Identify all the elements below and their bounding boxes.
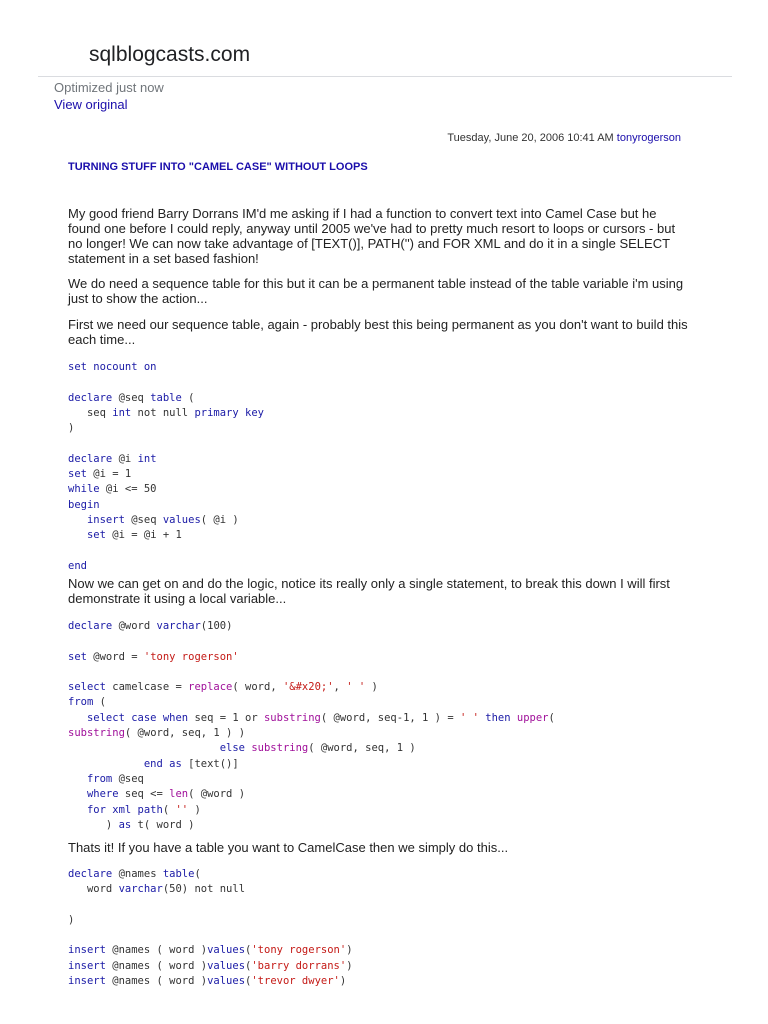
- code-token: [text()]: [181, 757, 239, 770]
- code-token: seq = 1 or: [188, 711, 264, 724]
- code-token: [68, 788, 87, 800]
- paragraph-intro: My good friend Barry Dorrans IM'd me asking if I had a function to convert text into Camel Case but he found one before I could reply, anyway until 2005 we've had to pretty much resort to loops or cursors - but no longer! We can now take advantage of [TEXT()], PATH('') and FOR XML and do it in a single SELECT statement in a set based fashion!: [68, 206, 676, 266]
- code-token: ): [188, 803, 201, 816]
- code-line: [68, 620, 232, 632]
- code-token: declare: [68, 868, 113, 880]
- code-token: upper: [516, 711, 549, 724]
- code-line: [68, 514, 239, 526]
- code-token: word: [68, 883, 119, 896]
- code-token: values: [162, 513, 201, 526]
- code-token: 'tony rogerson': [143, 650, 239, 663]
- code-token: @word =: [86, 650, 144, 663]
- code-line: [68, 804, 201, 816]
- code-line: [68, 742, 416, 754]
- code-token: substring: [251, 742, 309, 755]
- code-token: substring: [263, 711, 321, 724]
- code-token: set: [68, 468, 87, 481]
- code-token: then: [485, 711, 511, 724]
- code-token: where: [86, 788, 119, 801]
- code-token: ( word,: [232, 681, 283, 694]
- code-line: [68, 499, 100, 511]
- code-token: (100): [200, 620, 233, 632]
- code-token: primary key: [194, 406, 264, 419]
- code-line: [68, 914, 74, 926]
- code-token: (: [245, 975, 252, 988]
- code-token: (: [548, 711, 555, 724]
- code-token: while: [68, 483, 100, 496]
- code-token: [68, 712, 87, 724]
- code-token: as: [118, 818, 132, 831]
- code-line: [68, 468, 131, 480]
- code-line: [68, 758, 239, 770]
- code-token: int: [137, 452, 157, 465]
- code-line: [68, 883, 245, 895]
- code-token: insert: [68, 959, 106, 972]
- paragraph-sequence-table: We do need a sequence table for this but it can be a permanent table instead of the table variable i'm using just to show the action...: [68, 276, 684, 306]
- code-token: from: [68, 696, 94, 709]
- code-line: [68, 788, 245, 800]
- code-token: (: [162, 803, 176, 816]
- code-token: else: [219, 742, 246, 755]
- code-line: [68, 407, 264, 419]
- code-token: ): [346, 959, 353, 972]
- code-line: [68, 529, 182, 541]
- paragraph-first-step: First we need our sequence table, again - probably best this being permanent as you don't want to build this each time...: [68, 317, 688, 347]
- code-token: @i <= 50: [99, 483, 157, 496]
- code-line: [68, 868, 201, 880]
- code-line: [68, 560, 87, 572]
- code-token: t( word ): [131, 818, 195, 831]
- code-token: @seq: [124, 513, 163, 526]
- code-line: [68, 651, 239, 663]
- post-date: Tuesday, June 20, 2006 10:41 AM: [447, 132, 614, 144]
- code-token: values: [207, 959, 246, 972]
- code-line: [68, 392, 194, 404]
- code-token: @names ( word ): [105, 975, 208, 988]
- code-token: ( @word, seq-1, 1 ) =: [320, 711, 460, 724]
- code-token: @names: [112, 868, 163, 880]
- code-token: ): [346, 944, 353, 957]
- code-token: [68, 804, 87, 816]
- code-block-sequence: [68, 360, 264, 574]
- code-token: values: [207, 975, 246, 988]
- code-token: (50) not null: [162, 883, 246, 896]
- code-token: table: [162, 868, 195, 880]
- code-token: ' ': [346, 681, 366, 694]
- post-meta: [447, 132, 681, 144]
- view-original-link[interactable]: View original: [54, 97, 128, 112]
- code-line: [68, 819, 194, 831]
- code-token: values: [207, 944, 246, 957]
- code-line: [68, 773, 144, 785]
- code-token: not null: [131, 406, 195, 419]
- code-token: ): [68, 422, 75, 435]
- code-token: set: [86, 529, 106, 542]
- code-token: ( @i ): [200, 513, 239, 526]
- code-token: ): [68, 818, 119, 831]
- code-token: ( @word, seq, 1 ) ): [124, 727, 246, 740]
- code-token: @i = @i + 1: [105, 529, 182, 542]
- code-token: declare: [68, 620, 113, 632]
- optimized-status: Optimized just now: [54, 80, 164, 95]
- code-token: @i: [112, 452, 138, 465]
- code-token: '': [175, 803, 189, 816]
- code-token: [68, 758, 144, 770]
- code-token: end: [68, 559, 87, 572]
- code-block-names: [68, 867, 353, 989]
- code-line: [68, 960, 353, 972]
- code-token: select case when: [86, 711, 189, 724]
- paragraph-logic: Now we can get on and do the logic, notice its really only a single statement, to break this down I will first demonstrate it using a local variable...: [68, 576, 670, 606]
- post-title[interactable]: TURNING STUFF INTO "CAMEL CASE" WITHOUT LOOPS: [68, 161, 368, 173]
- code-token: camelcase =: [105, 681, 189, 694]
- code-token: ,: [333, 681, 347, 694]
- code-token: len: [169, 788, 189, 801]
- code-block-camelcase: [68, 619, 555, 833]
- post-author-link[interactable]: tonyrogerson: [616, 132, 681, 144]
- code-line: [68, 944, 353, 956]
- code-token: [68, 529, 87, 541]
- code-token: @word: [112, 620, 157, 632]
- code-token: ): [68, 913, 75, 926]
- code-line: [68, 696, 106, 708]
- code-token: insert: [68, 975, 106, 988]
- code-line: [68, 453, 157, 465]
- code-token: [68, 742, 220, 754]
- code-token: declare: [68, 452, 113, 465]
- code-token: ( @word ): [188, 788, 246, 801]
- header-divider: [38, 76, 732, 77]
- code-token: varchar: [156, 620, 201, 632]
- code-line: [68, 975, 346, 987]
- code-token: @seq: [112, 772, 144, 785]
- code-token: 'trevor dwyer': [251, 975, 340, 988]
- site-title: sqlblogcasts.com: [89, 43, 251, 66]
- code-token: (: [181, 391, 195, 404]
- code-token: table: [150, 391, 182, 404]
- code-token: (: [245, 944, 252, 957]
- code-token: set nocount on: [68, 361, 157, 373]
- code-token: ( @word, seq, 1 ): [308, 742, 416, 755]
- code-token: seq <=: [118, 788, 170, 801]
- code-token: [68, 514, 87, 526]
- code-line: [68, 712, 555, 724]
- code-token: set: [68, 650, 87, 663]
- code-token: end as: [143, 757, 182, 770]
- code-token: select: [68, 681, 106, 694]
- code-token: seq: [68, 406, 113, 419]
- code-token: varchar: [118, 883, 163, 896]
- code-token: @names ( word ): [105, 959, 208, 972]
- code-token: @names ( word ): [105, 944, 208, 957]
- code-token: @i = 1: [86, 468, 132, 481]
- paragraph-thats-it: Thats it! If you have a table you want to CamelCase then we simply do this...: [68, 840, 509, 855]
- code-token: (: [93, 696, 106, 709]
- code-token: begin: [68, 498, 100, 511]
- code-token: replace: [188, 681, 233, 694]
- code-token: 'barry dorrans': [251, 959, 347, 972]
- code-token: ' ': [459, 711, 479, 724]
- code-token: declare: [68, 391, 113, 404]
- code-token: (: [194, 868, 201, 880]
- code-line: [68, 361, 157, 373]
- code-line: [68, 727, 245, 739]
- code-token: int: [112, 406, 132, 419]
- code-token: [68, 773, 87, 785]
- code-token: @seq: [112, 391, 151, 404]
- code-token: '&#x20;': [282, 681, 334, 694]
- code-token: ): [365, 681, 378, 694]
- code-token: substring: [68, 727, 125, 740]
- code-token: insert: [68, 944, 106, 957]
- code-line: [68, 681, 378, 693]
- code-token: for xml path: [86, 803, 163, 816]
- code-token: insert: [86, 513, 125, 526]
- code-token: 'tony rogerson': [251, 944, 347, 957]
- code-token: (: [245, 959, 252, 972]
- code-token: ): [339, 975, 347, 988]
- code-line: [68, 422, 74, 434]
- code-token: from: [86, 772, 113, 785]
- code-line: [68, 483, 157, 495]
